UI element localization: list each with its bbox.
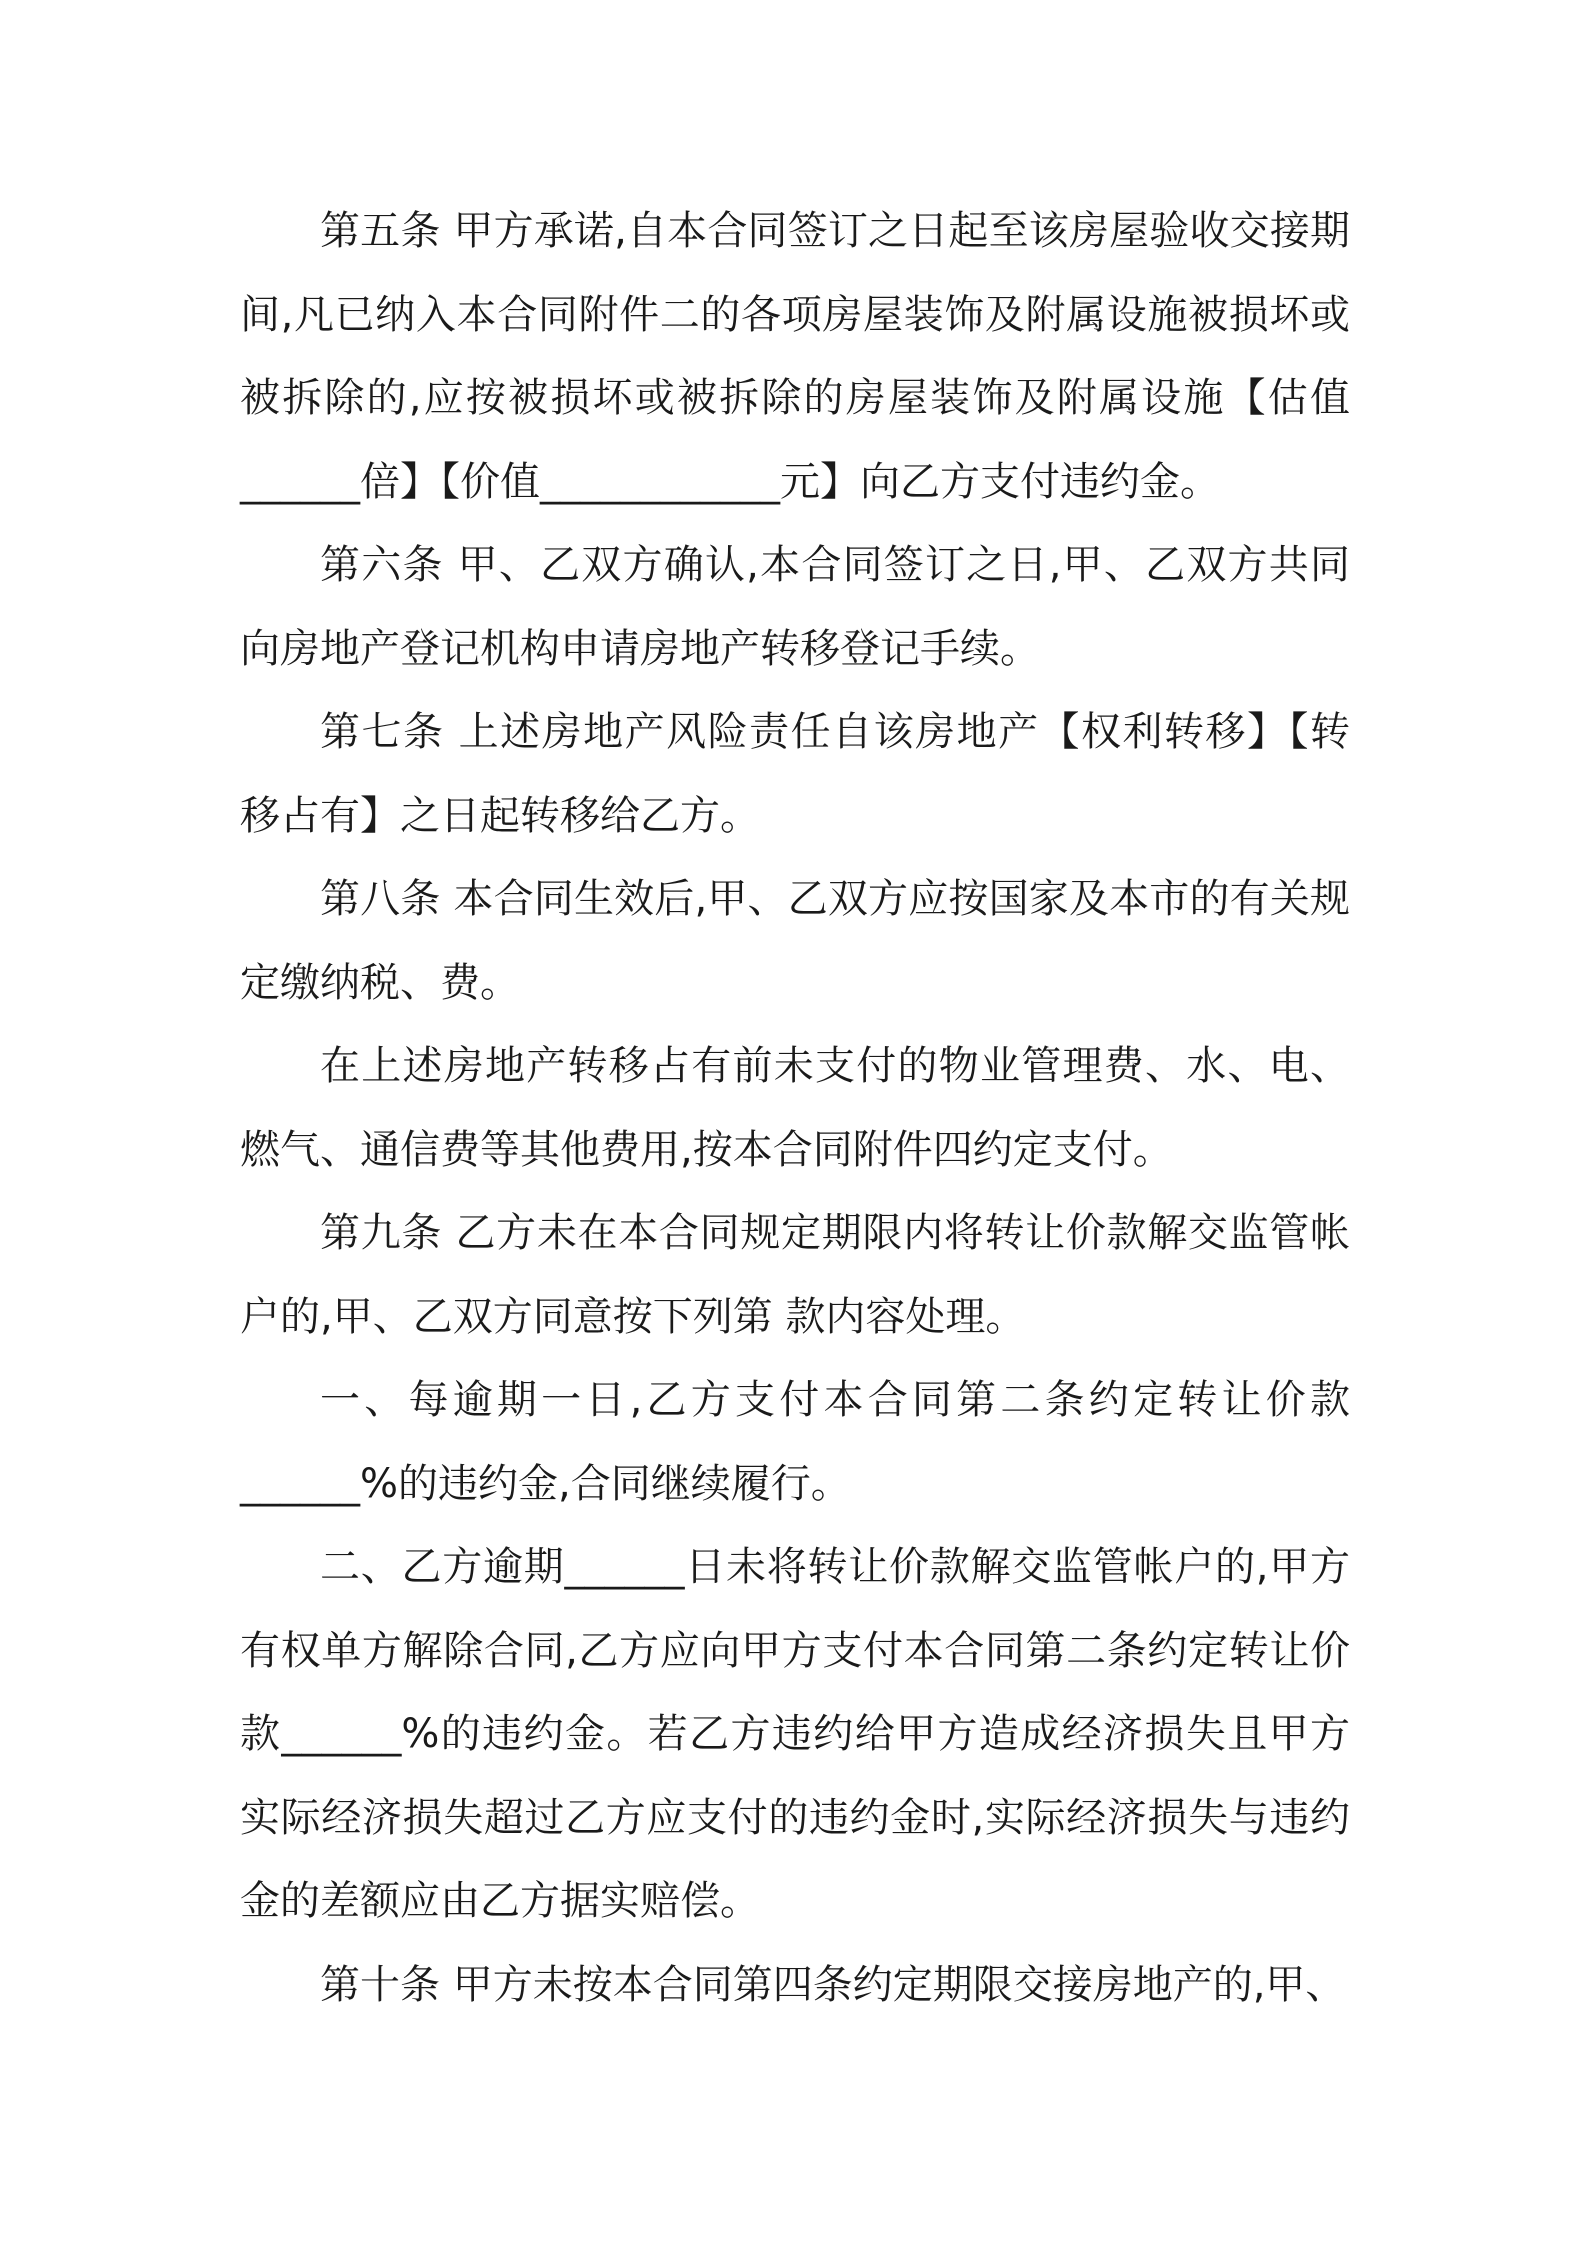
article-5: 第五条 甲方承诺,自本合同签订之日起至该房屋验收交接期间,凡已纳入本合同附件二的各项房屋装饰及附属设施被损坏或被拆除的,应按被损坏或被拆除的房屋装饰及附属设施【估值______倍】【价值____________元】向乙方支付违约金。 [240,208,1350,505]
article-8: 第八条 本合同生效后,甲、乙双方应按国家及本市的有关规定缴纳税、费。 [240,876,1350,1006]
article-9-option-2: 二、乙方逾期______日未将转让价款解交监管帐户的,甲方有权单方解除合同,乙方应向甲方支付本合同第二条约定转让价款______%的违约金。若乙方违约给甲方造成经济损失且甲方实际经济损失超过乙方应支付的违约金时,实际经济损失与违约金的差额应由乙方据实赔偿。 [240,1544,1350,1924]
article-9: 第九条 乙方未在本合同规定期限内将转让价款解交监管帐户的,甲、乙双方同意按下列第 款内容处理。 [240,1210,1350,1340]
article-10: 第十条 甲方未按本合同第四条约定期限交接房地产的,甲、 [320,1961,1346,2008]
article-8-fees: 在上述房地产转移占有前未支付的物业管理费、水、电、燃气、通信费等其他费用,按本合同附件四约定支付。 [240,1043,1350,1173]
contract-body [240,190,1350,2027]
article-6: 第六条 甲、乙双方确认,本合同签订之日,甲、乙双方共同向房地产登记机构申请房地产转移登记手续。 [240,542,1350,672]
article-7: 第七条 上述房地产风险责任自该房地产【权利转移】【转移占有】之日起转移给乙方。 [240,709,1350,839]
article-9-option-1: 一、每逾期一日,乙方支付本合同第二条约定转让价款______%的违约金,合同继续履行。 [240,1377,1350,1507]
